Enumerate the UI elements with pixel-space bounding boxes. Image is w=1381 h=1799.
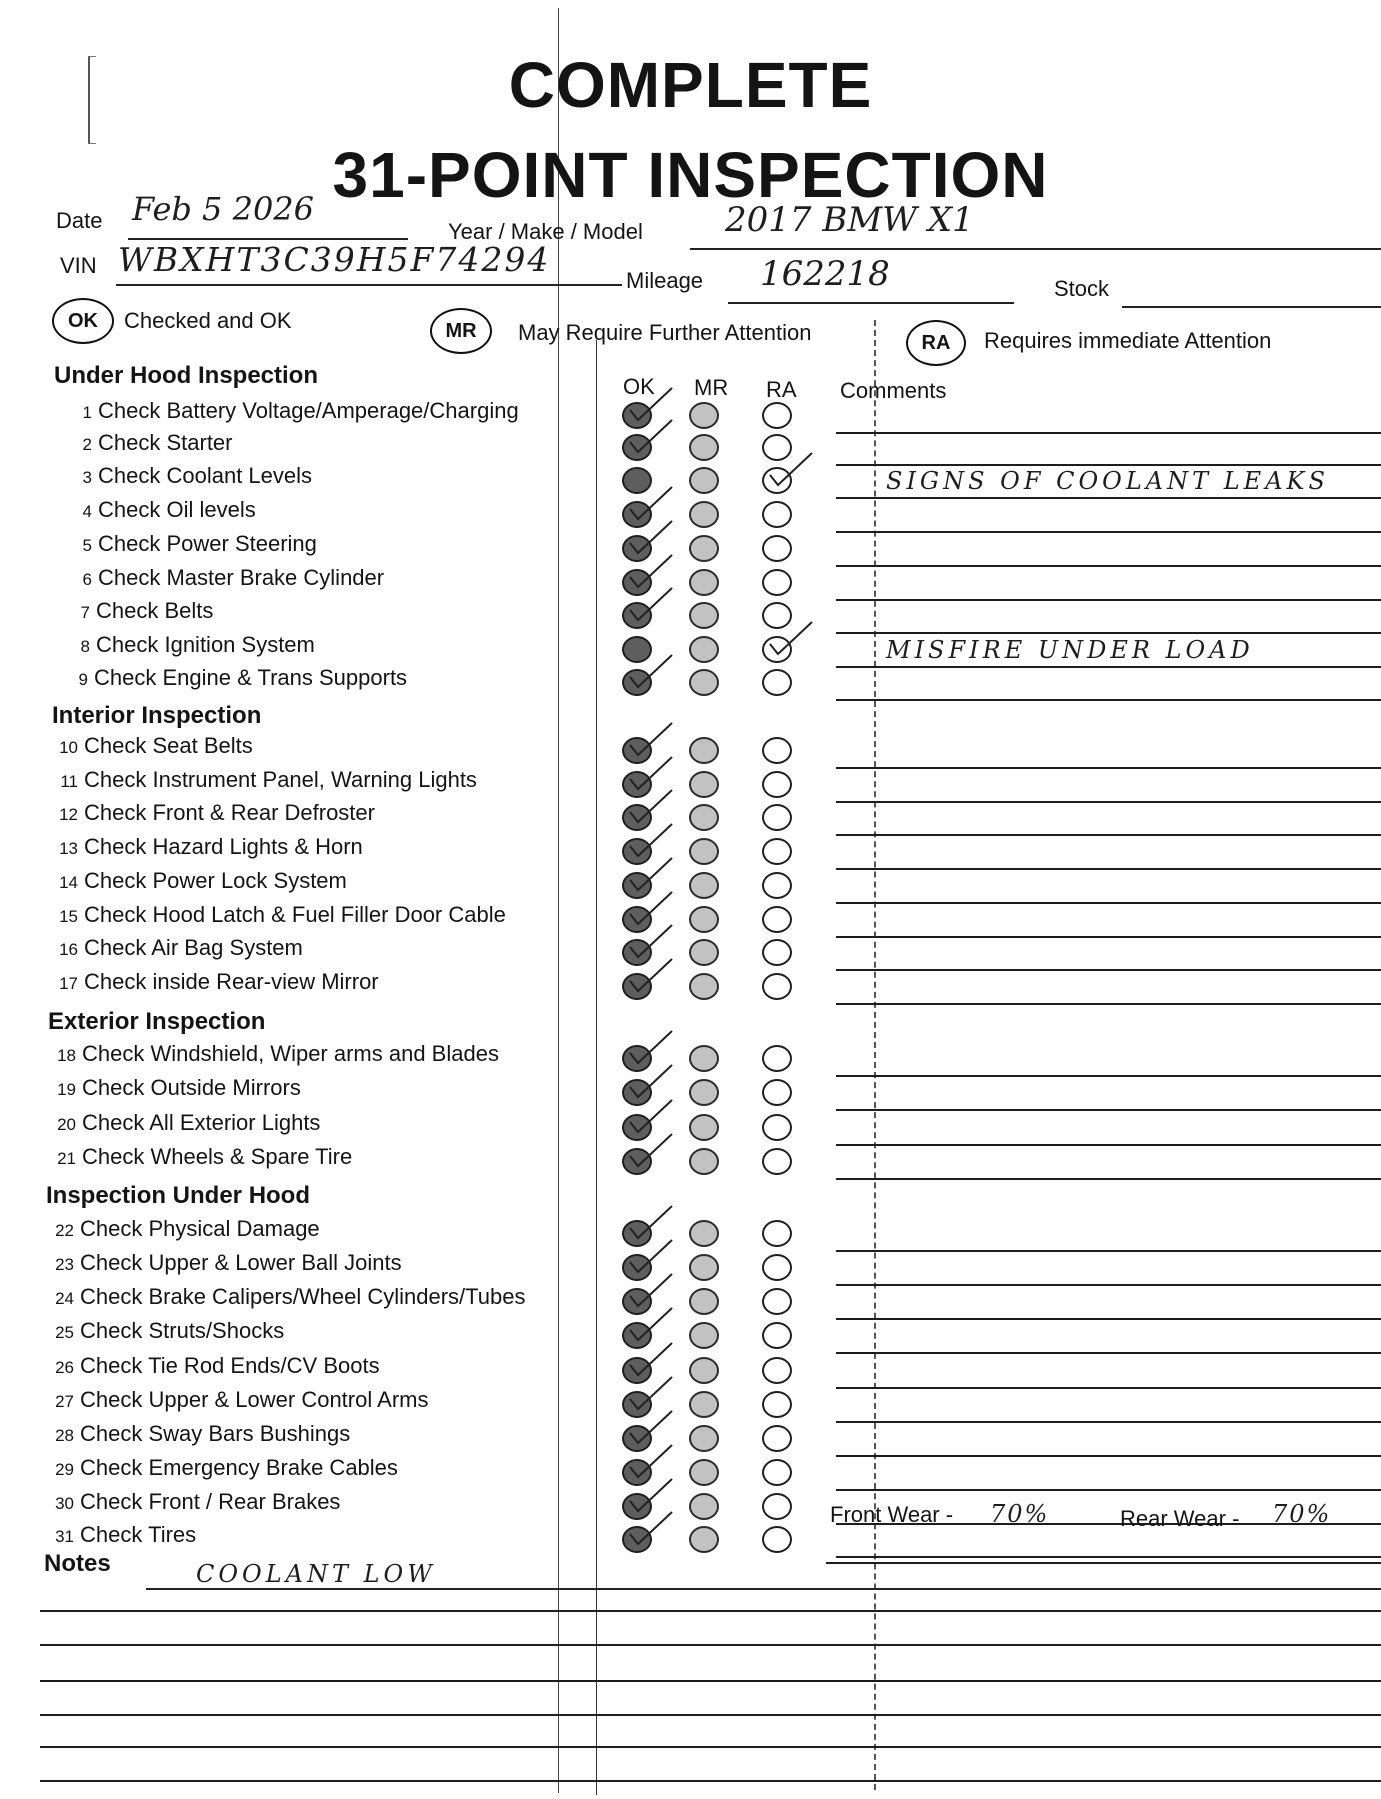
inspection-item-number: 24 [55, 1289, 74, 1308]
inspection-item-label [50, 1110, 320, 1136]
comment-line [836, 464, 1381, 466]
inspection-item-label [66, 531, 317, 557]
check-mark-icon [628, 416, 678, 456]
section-under-hood-inspection: Under Hood Inspection [54, 362, 318, 389]
inspection-item-label [52, 733, 253, 759]
ra-bubble[interactable] [762, 402, 792, 429]
notes-line [40, 1780, 1381, 1782]
ra-bubble[interactable] [762, 737, 792, 764]
stock-underline [1122, 306, 1381, 308]
inspection-item-label [52, 935, 303, 961]
section-exterior-inspection: Exterior Inspection [48, 1008, 266, 1035]
ra-bubble[interactable] [762, 501, 792, 528]
ra-bubble[interactable] [762, 1288, 792, 1315]
comment-line [836, 565, 1381, 567]
comment-line [836, 1178, 1381, 1180]
inspection-item-text: Check Belts [96, 598, 214, 623]
inspection-item-text: Check Upper & Lower Ball Joints [80, 1250, 402, 1275]
comment-line [836, 632, 1381, 634]
inspection-item-number: 29 [55, 1460, 74, 1479]
mr-bubble[interactable] [689, 535, 719, 562]
comment-line [836, 1109, 1381, 1111]
inspection-item-text: Check Emergency Brake Cables [80, 1455, 398, 1480]
inspection-item-text: Check Hazard Lights & Horn [84, 834, 363, 859]
year-make-model-value[interactable]: 2017 BMW X1 [725, 200, 974, 240]
ra-bubble[interactable] [762, 1322, 792, 1349]
date-label: Date [56, 208, 103, 233]
inspection-item-text: Check Tires [80, 1522, 197, 1547]
mr-bubble[interactable] [689, 771, 719, 798]
legend-mr-badge: MR [430, 308, 492, 354]
legend-ok-text: Checked and OK [124, 308, 292, 333]
comment-text[interactable]: SIGNS OF COOLANT LEAKS [886, 467, 1329, 495]
inspection-item-label [50, 1144, 352, 1170]
inspection-item-label [64, 598, 213, 624]
inspection-item-number: 6 [82, 570, 92, 589]
inspection-item-number: 19 [57, 1080, 76, 1099]
mr-bubble[interactable] [689, 602, 719, 629]
mr-bubble[interactable] [689, 434, 719, 461]
vin-label: VIN [60, 253, 97, 278]
inspection-item-text: Check Battery Voltage/Amperage/Charging [98, 398, 519, 423]
scan-fold-line-2 [596, 340, 597, 1795]
mr-bubble[interactable] [689, 1493, 719, 1520]
comment-line [836, 1489, 1381, 1491]
inspection-item-label [50, 1041, 499, 1067]
ra-bubble[interactable] [762, 906, 792, 933]
inspection-item-label [66, 497, 256, 523]
mileage-underline [728, 302, 1014, 304]
mr-bubble[interactable] [689, 1425, 719, 1452]
column-ra-header: RA [766, 377, 797, 402]
inspection-item-number: 22 [55, 1221, 74, 1240]
inspection-item-label [64, 632, 315, 658]
inspection-item-text: Check inside Rear-view Mirror [84, 969, 379, 994]
ra-bubble[interactable] [762, 872, 792, 899]
ra-bubble[interactable] [762, 973, 792, 1000]
comment-line [836, 432, 1381, 434]
comment-line [836, 868, 1381, 870]
inspection-item-number: 2 [82, 435, 92, 454]
inspection-item-label [50, 1075, 301, 1101]
inspection-item-label [48, 1489, 340, 1515]
year-make-model-label: Year / Make / Model [448, 219, 643, 244]
inspection-item-number: 11 [60, 772, 78, 791]
comment-line [836, 497, 1381, 499]
ra-bubble[interactable] [762, 771, 792, 798]
comment-line [836, 666, 1381, 668]
comment-line [836, 599, 1381, 601]
inspection-item-number: 13 [59, 839, 78, 858]
mr-bubble[interactable] [689, 906, 719, 933]
ra-bubble[interactable] [762, 1220, 792, 1247]
mr-bubble[interactable] [689, 1079, 719, 1106]
mr-bubble[interactable] [689, 569, 719, 596]
legend-ra-badge: RA [906, 320, 966, 366]
inspection-item-number: 23 [55, 1255, 74, 1274]
inspection-item-label [48, 1387, 428, 1413]
inspection-item-number: 16 [59, 940, 78, 959]
title-line-2: 31-POINT INSPECTION [332, 139, 1049, 211]
inspection-item-text: Check Coolant Levels [98, 463, 313, 488]
mr-bubble[interactable] [689, 872, 719, 899]
inspection-item-number: 27 [55, 1392, 74, 1411]
inspection-item-text: Check Front & Rear Defroster [84, 800, 375, 825]
comment-line [836, 1556, 1381, 1558]
column-comments-header: Comments [840, 378, 947, 403]
inspection-item-text: Check Ignition System [96, 632, 315, 657]
inspection-item-label [48, 1284, 525, 1310]
inspection-item-label [66, 398, 519, 424]
inspection-item-number: 30 [55, 1494, 74, 1513]
inspection-item-label [48, 1318, 284, 1344]
notes-line [40, 1746, 1381, 1748]
mileage-label: Mileage [626, 268, 704, 293]
ra-bubble[interactable] [762, 804, 792, 831]
check-mark-icon [628, 584, 678, 624]
mr-bubble[interactable] [689, 1322, 719, 1349]
vin-underline [116, 284, 622, 286]
check-mark-icon [628, 1061, 678, 1101]
rear-wear-label: Rear Wear - [1120, 1506, 1240, 1531]
inspection-item-number: 28 [55, 1426, 74, 1445]
ra-bubble[interactable] [762, 1357, 792, 1384]
ra-bubble[interactable] [762, 838, 792, 865]
comment-line [836, 1003, 1381, 1005]
inspection-item-text: Check Wheels & Spare Tire [82, 1144, 353, 1169]
mr-bubble[interactable] [689, 1148, 719, 1175]
column-ok-header: OK [623, 374, 655, 399]
legend-mr-text: May Require Further Attention [518, 320, 812, 345]
ra-bubble[interactable] [762, 939, 792, 966]
mr-bubble[interactable] [689, 1526, 719, 1553]
inspection-item-text: Check Front / Rear Brakes [80, 1489, 341, 1514]
inspection-item-number: 5 [82, 536, 92, 555]
comment-line [836, 936, 1381, 938]
ra-bubble[interactable] [762, 1459, 792, 1486]
inspection-item-label [62, 665, 407, 691]
inspection-item-text: Check Master Brake Cylinder [98, 565, 385, 590]
front-wear-value[interactable]: 70% [990, 1500, 1050, 1528]
check-mark-icon [628, 651, 678, 691]
front-wear-label: Front Wear - [830, 1502, 954, 1527]
check-mark-icon [628, 1304, 678, 1344]
scan-fold-line [558, 8, 559, 1793]
ra-bubble[interactable] [762, 1045, 792, 1072]
comment-line [836, 902, 1381, 904]
inspection-item-text: Check Tie Rod Ends/CV Boots [80, 1353, 380, 1378]
column-mr-header: MR [694, 375, 729, 400]
title-line-1: COMPLETE [508, 49, 873, 121]
ra-bubble[interactable] [762, 1425, 792, 1452]
mr-bubble[interactable] [689, 1045, 719, 1072]
check-mark-icon [628, 955, 678, 995]
mr-bubble[interactable] [689, 1254, 719, 1281]
mr-bubble[interactable] [689, 838, 719, 865]
comment-line [836, 1455, 1381, 1457]
inspection-item-text: Check Physical Damage [80, 1216, 320, 1241]
mr-bubble[interactable] [689, 402, 719, 429]
comment-line [836, 1318, 1381, 1320]
inspection-item-text: Check Instrument Panel, Warning Lights [84, 767, 477, 792]
inspection-item-text: Check Power Steering [98, 531, 317, 556]
notes-value[interactable]: COOLANT LOW [196, 1560, 436, 1588]
inspection-item-number: 14 [59, 873, 78, 892]
check-mark-icon [628, 1508, 678, 1548]
inspection-item-label [66, 565, 384, 591]
ra-bubble[interactable] [762, 1148, 792, 1175]
inspection-item-label [66, 430, 233, 456]
mr-bubble[interactable] [689, 804, 719, 831]
section-interior-inspection: Interior Inspection [52, 702, 262, 729]
inspection-item-label [48, 1353, 380, 1379]
inspection-item-label [52, 902, 506, 928]
inspection-item-number: 12 [59, 805, 78, 824]
year-make-model-underline [690, 248, 1381, 250]
inspection-item-number: 10 [59, 738, 78, 757]
legend-ok-badge: OK [52, 298, 114, 344]
notes-line [40, 1680, 1381, 1682]
inspection-item-number: 21 [57, 1149, 76, 1168]
inspection-item-text: Check Hood Latch & Fuel Filler Door Cable [84, 902, 506, 927]
mr-bubble[interactable] [689, 1391, 719, 1418]
check-mark-icon [768, 449, 818, 489]
comment-line [826, 1562, 1381, 1564]
ra-bubble[interactable] [762, 1493, 792, 1520]
legend-ra-text: Requires immediate Attention [984, 328, 1272, 353]
inspection-item-text: Check Sway Bars Bushings [80, 1421, 351, 1446]
inspection-item-text: Check Struts/Shocks [80, 1318, 285, 1343]
inspection-item-text: Check Upper & Lower Control Arms [80, 1387, 429, 1412]
inspection-item-number: 25 [55, 1323, 74, 1342]
inspection-item-label [66, 463, 312, 489]
inspection-item-text: Check All Exterior Lights [82, 1110, 321, 1135]
inspection-item-number: 15 [59, 907, 78, 926]
stock-label: Stock [1054, 276, 1110, 301]
inspection-item-label [48, 1421, 350, 1447]
comment-line [836, 1352, 1381, 1354]
inspection-item-text: Check Engine & Trans Supports [94, 665, 408, 690]
inspection-item-number: 17 [59, 974, 78, 993]
inspection-item-number: 8 [80, 637, 90, 656]
inspection-item-number: 31 [55, 1527, 74, 1546]
inspection-item-number: 1 [82, 403, 92, 422]
comment-line [836, 1075, 1381, 1077]
notes-line [40, 1610, 1381, 1612]
ra-bubble[interactable] [762, 1079, 792, 1106]
inspection-item-text: Check Outside Mirrors [82, 1075, 301, 1100]
ra-bubble[interactable] [762, 569, 792, 596]
inspection-item-number: 26 [55, 1358, 74, 1377]
inspection-item-text: Check Brake Calipers/Wheel Cylinders/Tubes [80, 1284, 526, 1309]
inspection-item-text: Check Windshield, Wiper arms and Blades [82, 1041, 499, 1066]
inspection-item-text: Check Air Bag System [84, 935, 303, 960]
comment-line [836, 1250, 1381, 1252]
comment-line [836, 1421, 1381, 1423]
comment-line [836, 767, 1381, 769]
comment-text[interactable]: MISFIRE UNDER LOAD [886, 636, 1254, 664]
mr-bubble[interactable] [689, 636, 719, 663]
vin-value[interactable]: WBXHT3C39H5F74294 [118, 240, 551, 279]
inspection-item-label [52, 767, 477, 793]
mr-bubble[interactable] [689, 1220, 719, 1247]
inspection-item-label [48, 1455, 398, 1481]
ra-bubble[interactable] [762, 535, 792, 562]
comment-line [836, 834, 1381, 836]
comment-line [836, 1387, 1381, 1389]
inspection-item-text: Check Oil levels [98, 497, 256, 522]
notes-line [40, 1644, 1381, 1646]
inspection-item-label [52, 834, 363, 860]
rear-wear-value[interactable]: 70% [1272, 1500, 1332, 1528]
inspection-item-text: Check Seat Belts [84, 733, 253, 758]
inspection-item-label [48, 1216, 320, 1242]
inspection-item-number: 9 [78, 670, 88, 689]
inspection-item-label [52, 969, 379, 995]
comment-line [836, 969, 1381, 971]
inspection-item-text: Check Power Lock System [84, 868, 347, 893]
mr-bubble[interactable] [689, 669, 719, 696]
comment-line [836, 531, 1381, 533]
mr-bubble[interactable] [689, 1288, 719, 1315]
mr-bubble[interactable] [689, 939, 719, 966]
check-mark-icon [768, 618, 818, 658]
notes-line [40, 1714, 1381, 1716]
mr-bubble[interactable] [689, 1114, 719, 1141]
ra-bubble[interactable] [762, 1114, 792, 1141]
section-inspection-under-hood: Inspection Under Hood [46, 1182, 310, 1209]
inspection-item-number: 7 [80, 603, 90, 622]
mr-bubble[interactable] [689, 467, 719, 494]
notes-label: Notes [44, 1550, 111, 1577]
date-value[interactable]: Feb 5 2026 [132, 190, 315, 228]
mr-bubble[interactable] [689, 737, 719, 764]
comment-line [836, 801, 1381, 803]
inspection-item-number: 4 [82, 502, 92, 521]
inspection-item-text: Check Starter [98, 430, 233, 455]
ra-bubble[interactable] [762, 1254, 792, 1281]
ra-bubble[interactable] [762, 669, 792, 696]
mileage-value[interactable]: 162218 [760, 254, 890, 294]
mr-bubble[interactable] [689, 1357, 719, 1384]
check-mark-icon [628, 1130, 678, 1170]
scan-dashed-line [874, 320, 876, 1790]
inspection-item-number: 3 [82, 468, 92, 487]
mr-bubble[interactable] [689, 1459, 719, 1486]
comment-line [836, 1284, 1381, 1286]
mr-bubble[interactable] [689, 973, 719, 1000]
comment-line [836, 1144, 1381, 1146]
comment-line [836, 699, 1381, 701]
notes-line [146, 1588, 1381, 1590]
inspection-item-number: 18 [57, 1046, 76, 1065]
inspection-item-number: 20 [57, 1115, 76, 1134]
ra-bubble[interactable] [762, 1391, 792, 1418]
inspection-item-label [48, 1250, 402, 1276]
inspection-item-label [48, 1522, 196, 1548]
inspection-item-label [52, 800, 375, 826]
ra-bubble[interactable] [762, 1526, 792, 1553]
mr-bubble[interactable] [689, 501, 719, 528]
inspection-item-label [52, 868, 347, 894]
